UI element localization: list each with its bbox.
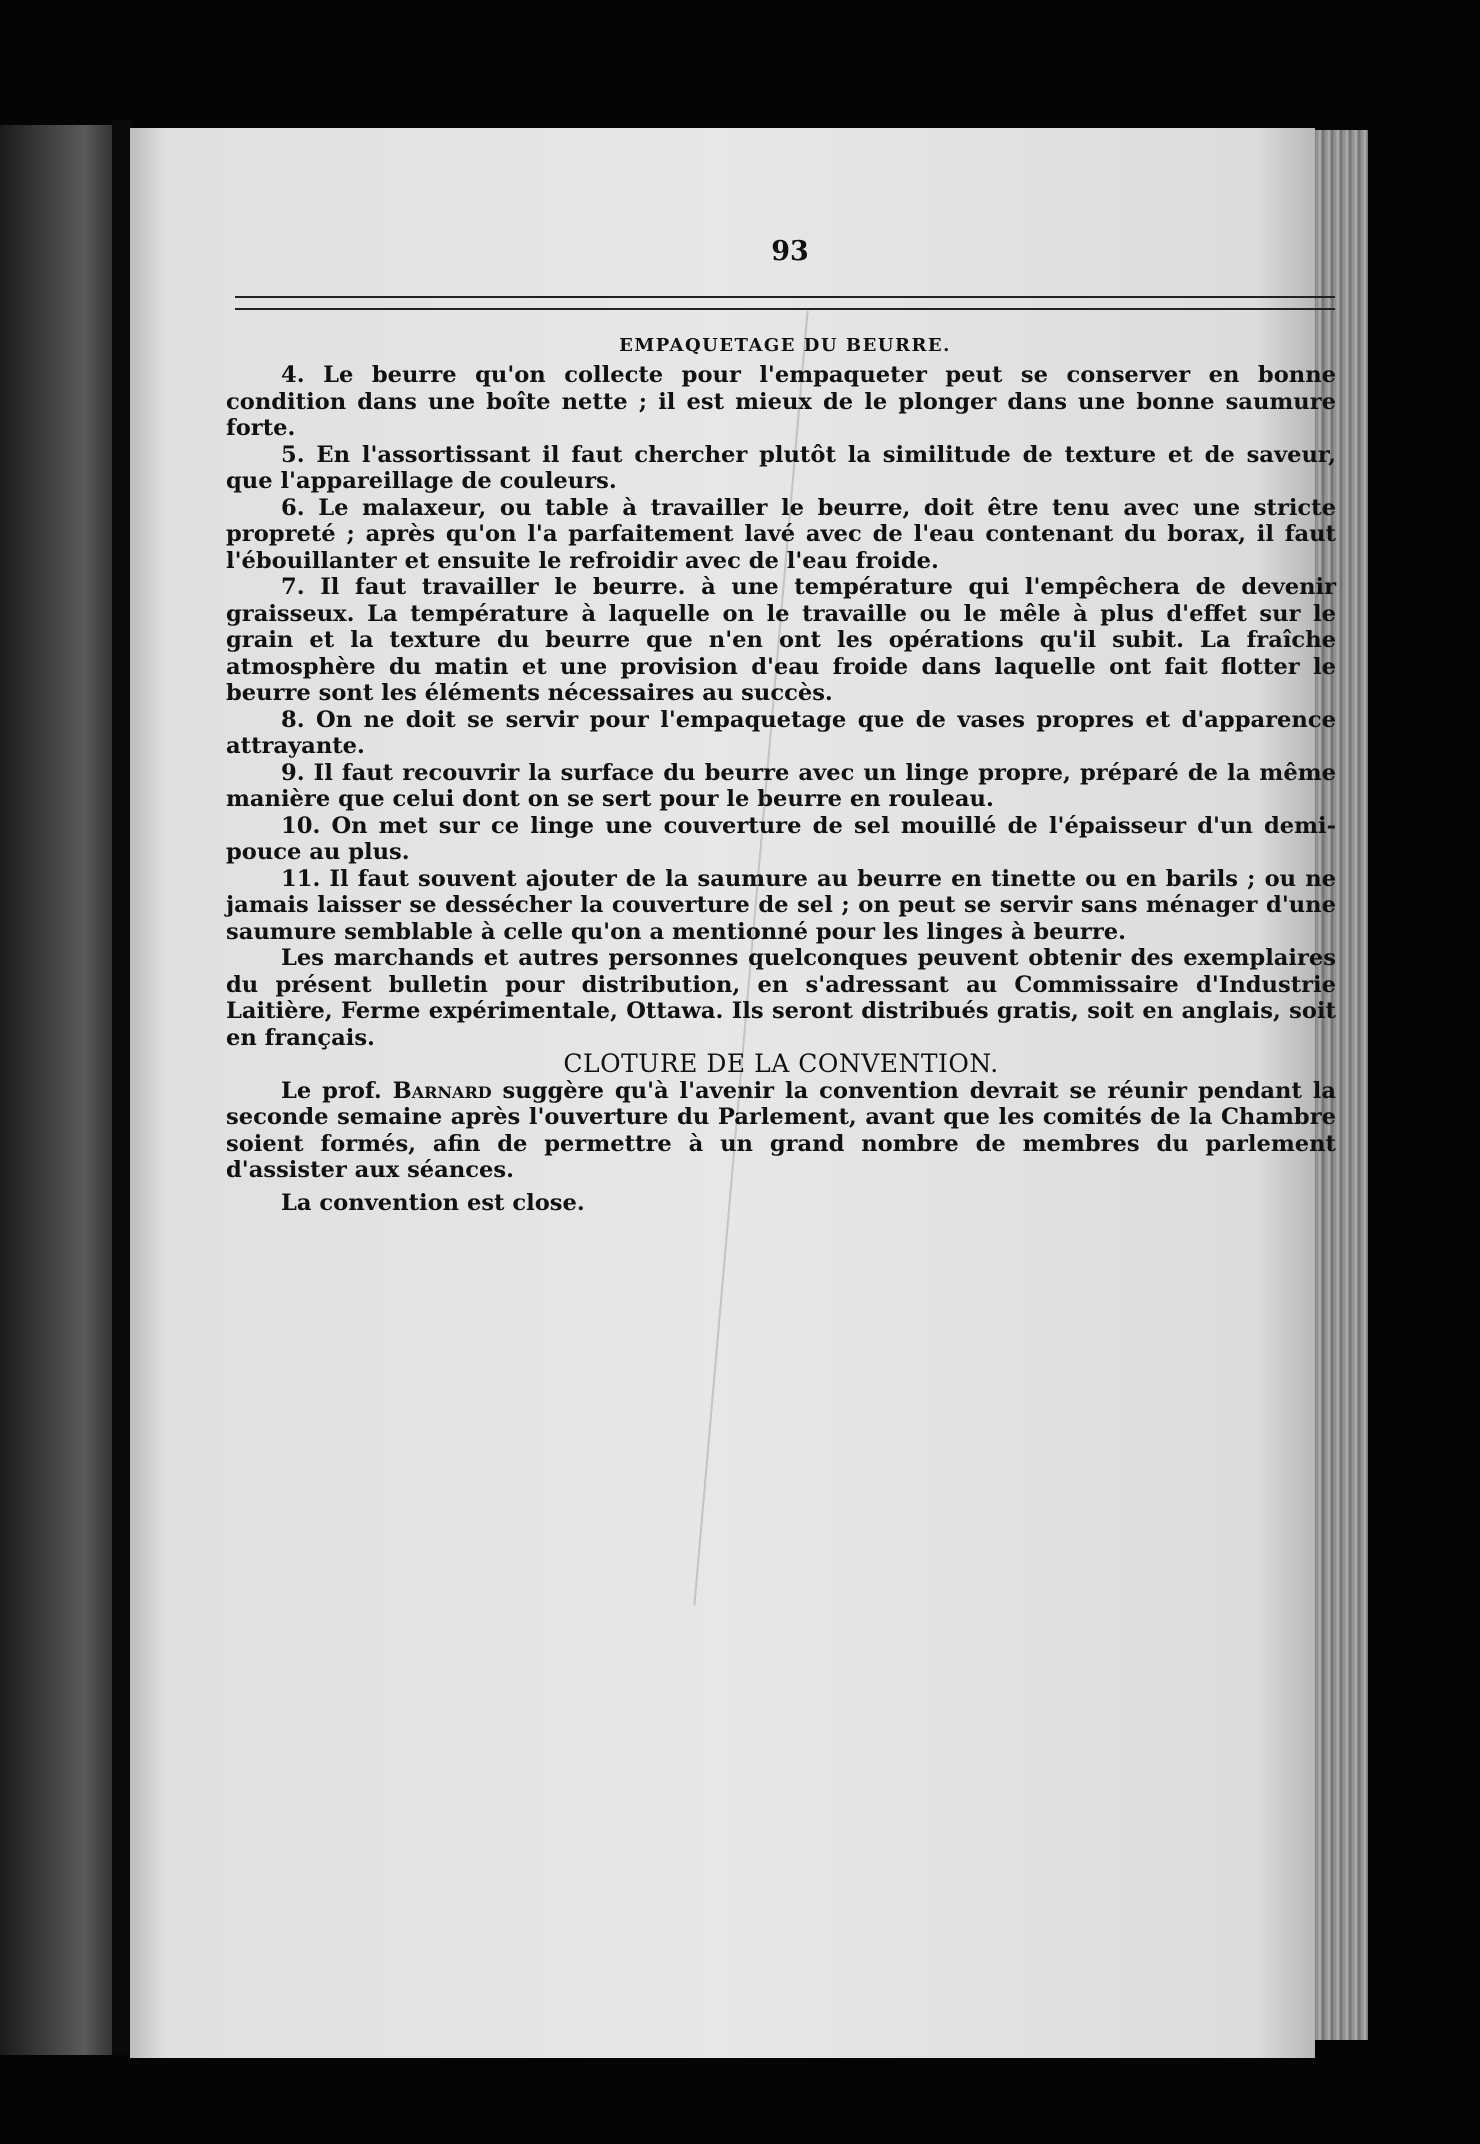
closing-title: CLOTURE DE LA CONVENTION.	[563, 1049, 999, 1078]
section-header: EMPAQUETAGE DU BEURRE.	[619, 335, 951, 356]
paragraph-item-5: 5. En l'assortissant il faut chercher plutôt la similitude de texture et de saveur, que l'appareillage de couleurs.	[226, 441, 1336, 494]
paragraph-item-7: 7. Il faut travailler le beurre. à une température qui l'empêchera de devenir graisseux. La température à laquelle on le travaille ou le mêle à plus d'effet sur le grain et la texture du beurre que n'en ont les opérations qu'il subit. La fraîche atmosphère du matin et une provision d'eau froide dans laquelle ont fait flotter le beurre sont les éléments nécessaires au succès.	[226, 574, 1336, 706]
book-gutter	[112, 120, 132, 2055]
paragraph-distribution: Les marchands et autres personnes quelconques peuvent obtenir des exemplaires du présent bulletin pour distribution, en s'adressant au Commissaire d'Industrie Laitière, Ferme expérimentale, Ottawa. Ils seront distribués gratis, soit en anglais, soit en français.	[226, 945, 1336, 1051]
paragraph-item-6: 6. Le malaxeur, ou table à travailler le beurre, doit être tenu avec une stricte propreté ; après qu'on l'a parfaitement lavé avec de l'eau contenant du borax, il faut l'ébouillanter et ensuite le refroidir avec de l'eau froide.	[226, 494, 1336, 574]
closing-text: suggère qu'à l'avenir la convention devrait se réunir pendant la seconde semaine après l'ouverture du Parlement, avant que les comités de la Chambre soient formés, afin de permettre à un grand nombre de membres du parlement d'assister aux séances.	[226, 1077, 1337, 1183]
paragraph-item-4: 4. Le beurre qu'on collecte pour l'empaqueter peut se conserver en bonne condition dans une boîte nette ; il est mieux de le plonger dans une bonne saumure forte.	[226, 362, 1336, 441]
paragraph-item-10: 10. On met sur ce linge une couverture de sel mouillé de l'épaisseur d'un demi-pouce au plus.	[226, 812, 1336, 865]
page-number: 93	[771, 236, 809, 267]
closing-prefix: Le prof.	[281, 1077, 393, 1104]
document-page	[130, 128, 1337, 2058]
paragraph-item-9: 9. Il faut recouvrir la surface du beurre avec un linge propre, préparé de la même manière que celui dont on se sert pour le beurre en rouleau.	[226, 759, 1336, 812]
body-text	[226, 362, 1336, 1216]
closing-paragraph	[226, 1078, 1336, 1184]
facing-page-edge	[0, 125, 120, 2055]
header-rule	[235, 296, 1335, 310]
speaker-name: Barnard	[392, 1077, 492, 1104]
paragraph-item-8: 8. On ne doit se servir pour l'empaquetage que de vases propres et d'apparence attrayante.	[226, 706, 1336, 759]
final-line: La convention est close.	[281, 1189, 585, 1216]
paragraph-item-11: 11. Il faut souvent ajouter de la saumure au beurre en tinette ou en barils ; ou ne jamais laisser se dessécher la couverture de sel ; on peut se servir sans ménager d'une saumure semblable à celle qu'on a mentionné pour les linges à beurre.	[226, 865, 1336, 945]
